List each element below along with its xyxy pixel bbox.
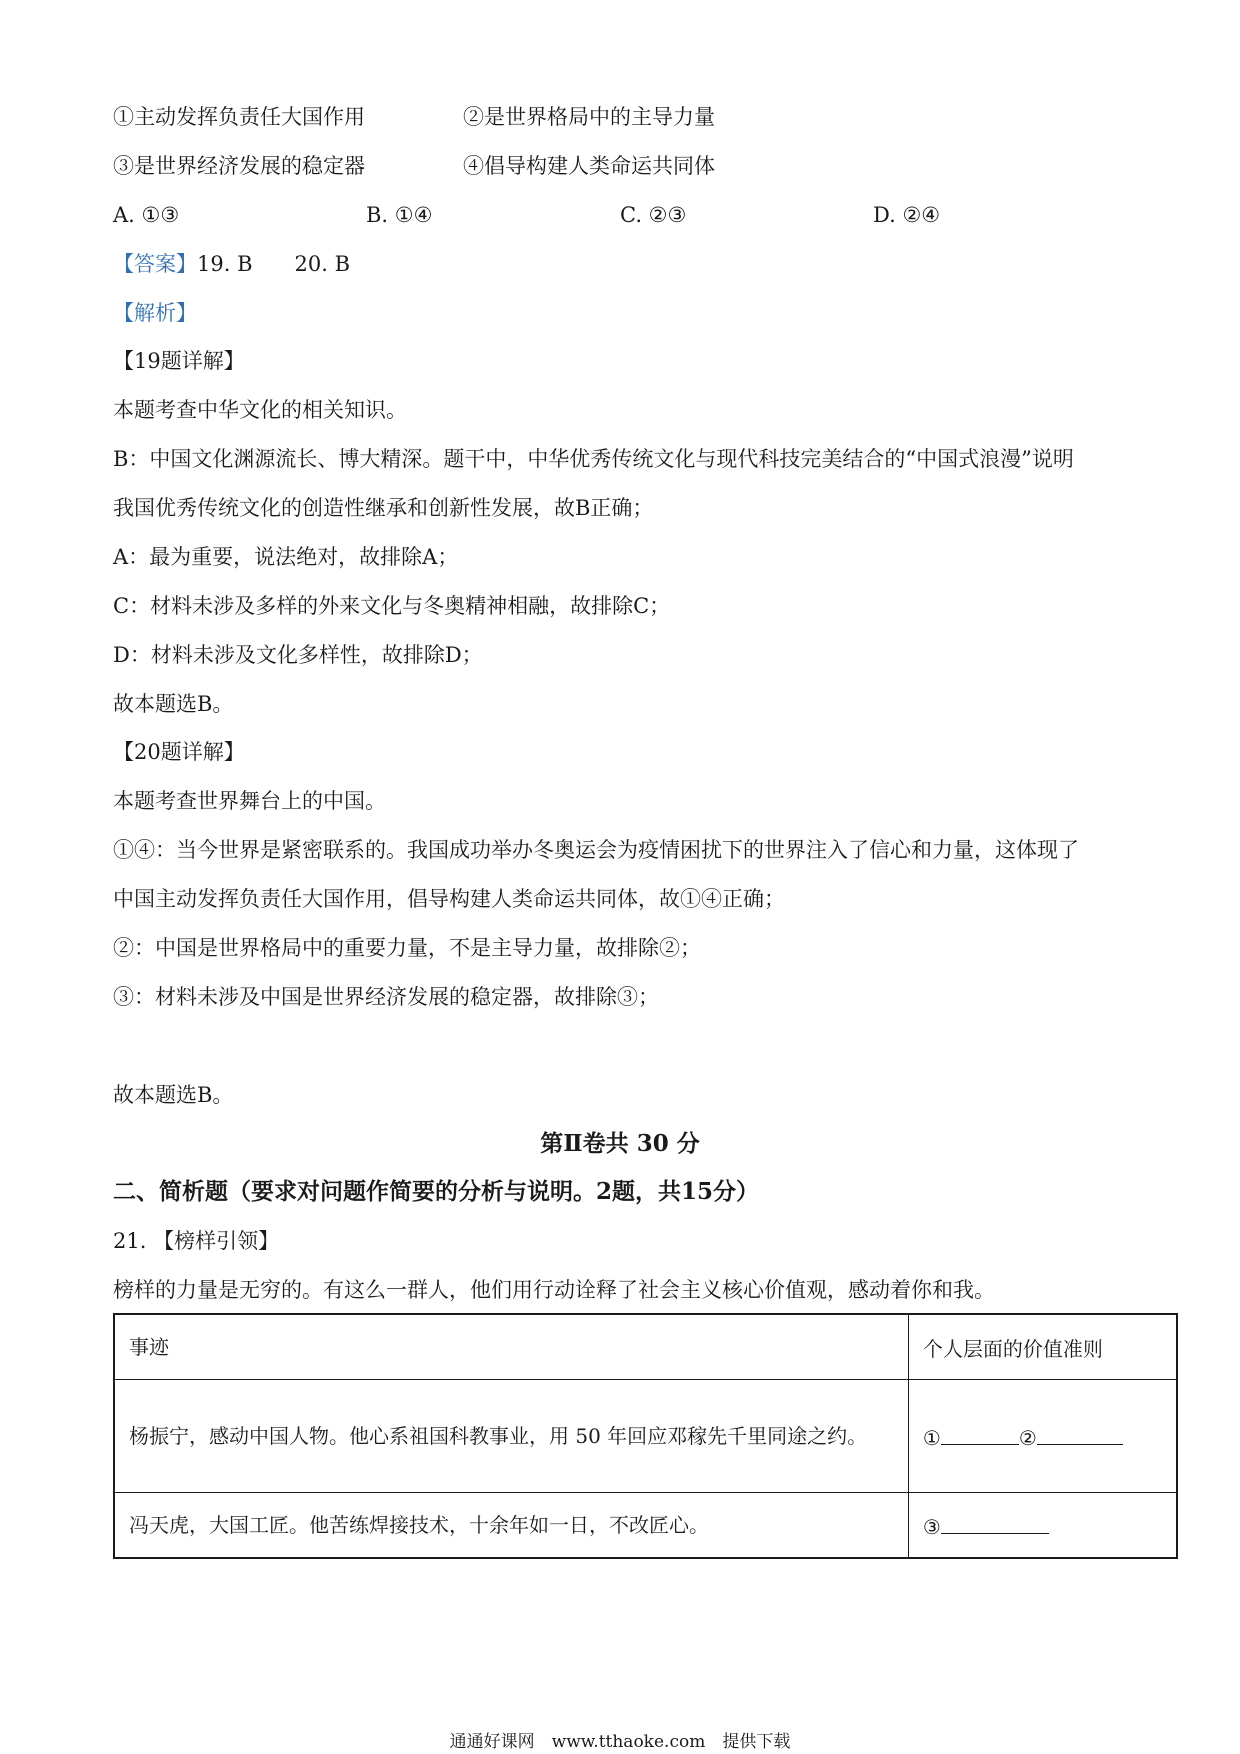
q20-heading: 【20题详解】: [113, 740, 245, 764]
q19-line: B：中国文化渊源流长、博大精深。题干中，中华优秀传统文化与现代科技完美结合的“中国式浪漫”说明: [113, 447, 1074, 471]
q19-heading: 【19题详解】: [113, 349, 245, 373]
section-heading: 二、简析题（要求对问题作简要的分析与说明。2题，共15分）: [113, 1178, 760, 1205]
q19-conclusion: 故本题选B。: [113, 692, 234, 716]
q19-line: 本题考查中华文化的相关知识。: [113, 398, 407, 422]
choice-d: D. ②④: [873, 203, 941, 227]
table-row-yang: 杨振宁，感动中国人物。他心系祖国科教事业，用 50 年回应邓稼先千里同途之约。: [114, 1380, 908, 1493]
option-2: ②是世界格局中的主导力量: [463, 105, 715, 129]
analysis-label: 【解析】: [113, 301, 197, 325]
blank-2[interactable]: [1037, 1422, 1123, 1445]
blank-2-label: ②: [1018, 1426, 1037, 1450]
q21-intro: 榜样的力量是无穷的。有这么一群人，他们用行动诠释了社会主义核心价值观，感动着你和我。: [113, 1278, 995, 1302]
blank-3-label: ③: [922, 1515, 941, 1539]
option-1: ①主动发挥负责任大国作用: [113, 105, 365, 129]
q20-conclusion: 故本题选B。: [113, 1083, 234, 1107]
q20-line: 中国主动发挥负责任大国作用，倡导构建人类命运共同体，故①④正确；: [113, 887, 785, 911]
q20-line: ①④：当今世界是紧密联系的。我国成功举办冬奥运会为疫情困扰下的世界注入了信心和力量，这体现了: [113, 838, 1079, 862]
table-header-values: 个人层面的价值准则: [908, 1314, 1177, 1380]
blank-1[interactable]: [941, 1422, 1019, 1445]
answer-line: [113, 249, 350, 279]
q19-line: A：最为重要，说法绝对，故排除A；: [113, 545, 459, 569]
table-blank-cell: [908, 1493, 1177, 1559]
option-3: ③是世界经济发展的稳定器: [113, 154, 365, 178]
table-header-deeds: 事迹: [114, 1314, 908, 1380]
blank-3[interactable]: [941, 1511, 1049, 1534]
q21-label: 21. 【榜样引领】: [113, 1229, 280, 1253]
q19-line: 我国优秀传统文化的创造性继承和创新性发展，故B正确；: [113, 496, 654, 520]
q20-line: ③：材料未涉及中国是世界经济发展的稳定器，故排除③；: [113, 985, 659, 1009]
q20-line: ②：中国是世界格局中的重要力量，不是主导力量，故排除②；: [113, 936, 701, 960]
answer-label: 【答案】: [113, 252, 197, 276]
table-blank-cell: [908, 1380, 1177, 1493]
q19-line: D：材料未涉及文化多样性，故排除D；: [113, 643, 483, 667]
choice-a: A. ①③: [113, 203, 180, 227]
value-table: [113, 1313, 1178, 1559]
q19-line: C：材料未涉及多样的外来文化与冬奥精神相融，故排除C；: [113, 594, 671, 618]
table-row-feng: 冯天虎，大国工匠。他苦练焊接技术，十余年如一日，不改匠心。: [114, 1493, 908, 1559]
blank-1-label: ①: [922, 1426, 941, 1450]
choice-c: C. ②③: [620, 203, 687, 227]
page-footer: 通通好课网 www.tthaoke.com 提供下载: [449, 1732, 791, 1752]
part2-title: 第Ⅱ卷共 30 分: [540, 1130, 700, 1157]
answer-value: 19. B 20. B: [197, 252, 351, 276]
q20-line: 本题考查世界舞台上的中国。: [113, 789, 386, 813]
choice-b: B. ①④: [366, 203, 433, 227]
option-4: ④倡导构建人类命运共同体: [463, 154, 715, 178]
